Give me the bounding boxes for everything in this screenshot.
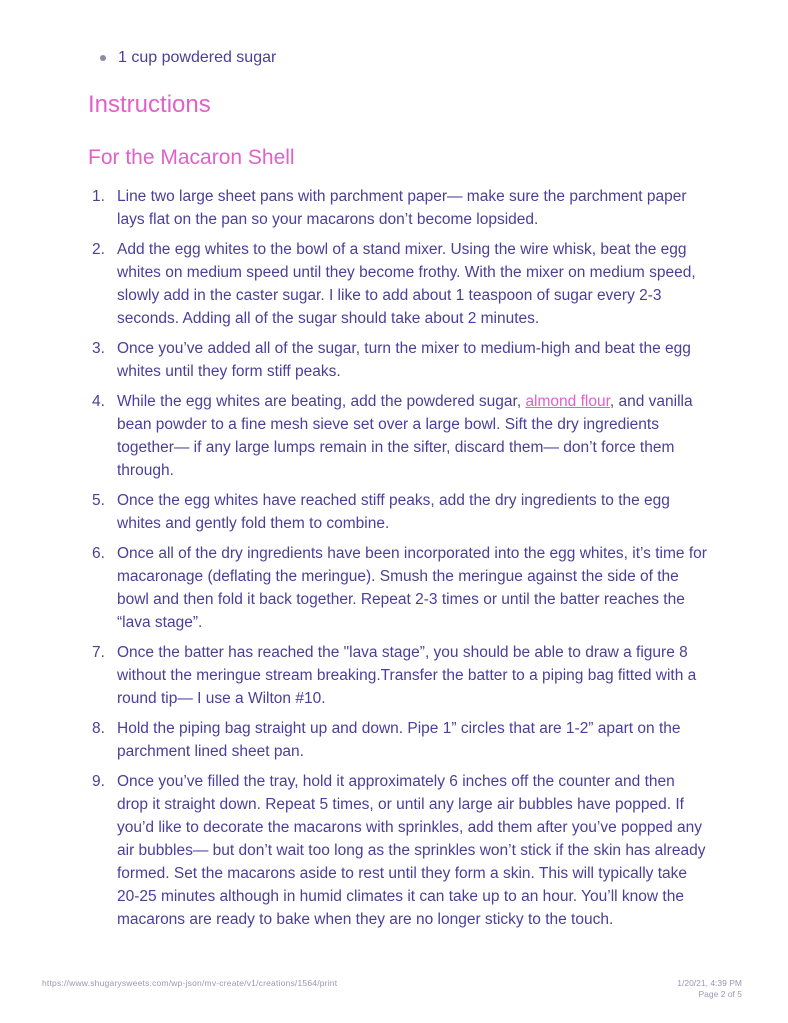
- instructions-heading: Instructions: [88, 91, 211, 118]
- step-number: 8.: [92, 720, 105, 737]
- step-item: [88, 770, 708, 931]
- step-number: 1.: [92, 188, 105, 205]
- step-text: Hold the piping bag straight up and down. Pipe 1” circles that are 1-2” apart on the parchment lined sheet pan.: [117, 720, 681, 760]
- ingredient-list: [88, 46, 276, 69]
- step-text-after: , and vanilla bean powder to a fine mesh sieve set over a large bowl. Sift the dry ingredients together— if any large lumps remain in the sifter, discard them— don’t force them: [117, 393, 693, 456]
- bullet-icon: [100, 55, 106, 61]
- step-number: 3.: [92, 340, 105, 357]
- step-item: [88, 337, 708, 383]
- step-number: 4.: [92, 393, 105, 410]
- step-text-before: While the egg whites are beating, add the powdered sugar,: [117, 393, 526, 410]
- ingredient-text: 1 cup powdered sugar: [118, 49, 277, 66]
- step-text-after-2: through.: [117, 462, 174, 479]
- footer-page-number: Page 2 of 5: [698, 989, 742, 999]
- step-item: [88, 542, 708, 634]
- footer-meta: [677, 978, 742, 1000]
- footer-datetime: 1/20/21, 4:39 PM: [677, 978, 742, 988]
- step-text: Once you’ve added all of the sugar, turn the mixer to medium-high and beat the egg whites until they form stiff peaks.: [117, 340, 691, 380]
- step-item: [88, 489, 708, 535]
- step-item: [88, 717, 708, 763]
- macaron-shell-heading: For the Macaron Shell: [88, 146, 295, 169]
- step-item: [88, 641, 708, 710]
- step-text: Line two large sheet pans with parchment paper— make sure the parchment paper lays flat on the pan so your macarons don’t become lopsided.: [117, 188, 687, 228]
- step-number: 9.: [92, 773, 105, 790]
- step-number: 6.: [92, 545, 105, 562]
- step-text: Once the egg whites have reached stiff peaks, add the dry ingredients to the egg whites and gently fold them to combine.: [117, 492, 670, 532]
- step-text: Add the egg whites to the bowl of a stand mixer. Using the wire whisk, beat the egg whites on medium speed until they become frothy. With the mixer on medium speed, slowly add in the caster sugar. I like to add about 1 teaspoon of sugar every 2-3 seconds. Adding all of the sugar should take about 2 minutes.: [117, 241, 696, 327]
- step-number: 5.: [92, 492, 105, 509]
- ingredient-item: [88, 46, 276, 69]
- instruction-steps: [88, 185, 708, 938]
- step-number: 7.: [92, 644, 105, 661]
- step-number: 2.: [92, 241, 105, 258]
- almond-flour-link[interactable]: almond flour: [525, 393, 610, 410]
- step-item: [88, 185, 708, 231]
- step-text: Once all of the dry ingredients have been incorporated into the egg whites, it’s time for macaronage (deflating the meringue). Smush the meringue against the side of the bowl and then fold it back together. Repeat 2-3 times or until the batter reaches the “lava stage”.: [117, 545, 707, 631]
- footer-url: https://www.shugarysweets.com/wp-json/mv-create/v1/creations/1564/print: [42, 978, 338, 988]
- step-text: Once you’ve filled the tray, hold it approximately 6 inches off the counter and then drop it straight down. Repeat 5 times, or until any large air bubbles have popped. If you’d like to decorate the macarons with sprinkles, add them after you’ve popped any air bubbles— but don’t wait too long as the sprinkles won’t stick if the skin has already formed. Set the macarons aside to rest until they form a skin. This will typically take 20-25 minutes although in humid climates it can take up to an hour. You’ll know the macarons are ready to bake when they are no longer sticky to the touch.: [117, 773, 706, 928]
- step-item: [88, 390, 708, 482]
- step-item: [88, 238, 708, 330]
- step-text: Once the batter has reached the "lava stage”, you should be able to draw a figure 8 without the meringue stream breaking.Transfer the batter to a piping bag fitted with a round tip— I use a Wilton #10.: [117, 644, 697, 707]
